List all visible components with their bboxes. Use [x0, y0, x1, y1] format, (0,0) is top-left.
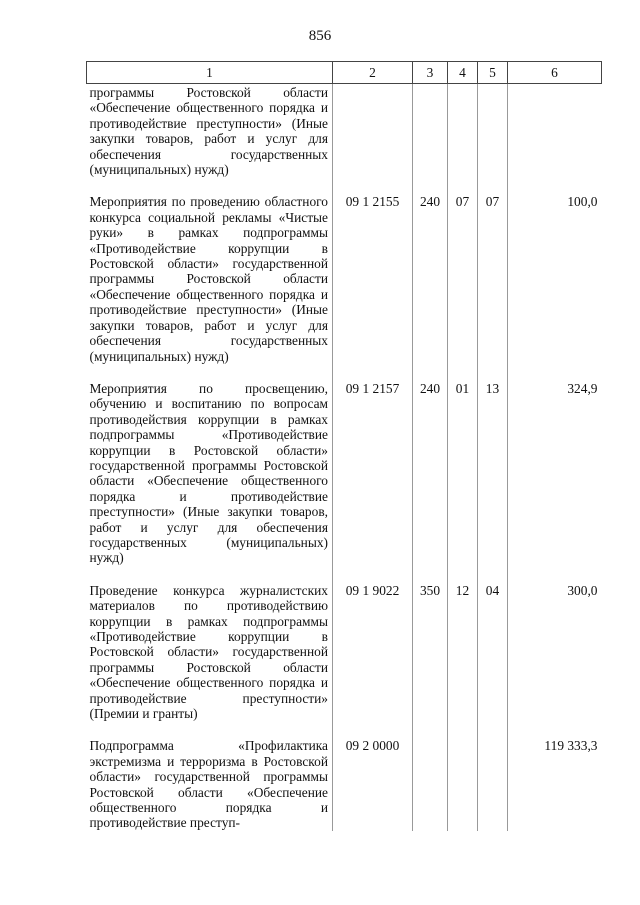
col-header-pr: 5	[478, 62, 508, 84]
col-header-name: 1	[87, 62, 333, 84]
row-rz	[448, 84, 478, 195]
col-header-csr: 2	[333, 62, 413, 84]
row-pr: 04	[478, 583, 508, 739]
row-name: Подпрограмма «Профилактика экстремизма и терроризма в Ростовской области» государственной программы Ростовской области «Обеспечение общественного порядка и противодействие преступ-	[89, 738, 328, 831]
row-vr	[413, 84, 448, 195]
row-rz: 01	[448, 381, 478, 583]
table-row	[87, 194, 602, 380]
page-number: 856	[308, 28, 332, 44]
budget-table	[86, 61, 602, 831]
row-vr: 240	[413, 381, 448, 583]
row-rz: 12	[448, 583, 478, 739]
row-pr	[478, 738, 508, 830]
col-header-rz: 4	[448, 62, 478, 84]
row-name: программы Ростовской области «Обеспечение общественного порядка и противодействие преступности» (Иные закупки товаров, работ и услуг для обеспечения государственных (муниципальных) нужд)	[89, 85, 328, 178]
table-header-row	[87, 62, 602, 84]
row-vr: 350	[413, 583, 448, 739]
row-csr: 09 1 2157	[333, 381, 413, 583]
table-row	[87, 381, 602, 583]
row-sum: 300,0	[508, 583, 602, 739]
row-rz: 07	[448, 194, 478, 380]
row-sum	[508, 84, 602, 195]
row-name: Мероприятия по просвещению, обучению и воспитанию по вопросам противодействия коррупции в рамках подпрограммы «Противодействие коррупции в Ростовской области» государственной программы Ростовской области «Обеспечение общественного порядка и противодействие преступности» (Иные закупки товаров, работ и услуг для обеспечения государственных (муниципальных) нужд)	[89, 380, 328, 566]
table-row	[87, 583, 602, 739]
row-vr	[413, 738, 448, 830]
col-header-sum: 6	[508, 62, 602, 84]
col-header-vr: 3	[413, 62, 448, 84]
row-name: Проведение конкурса журналистских материалов по противодействию коррупции в рамках подпрограммы «Противодействие коррупции в Ростовской области» государственной программы Ростовской области «Обеспечение общественного порядка и противодействие преступности» (Премии и гранты)	[89, 582, 328, 722]
row-csr	[333, 84, 413, 195]
row-pr	[478, 84, 508, 195]
row-csr: 09 2 0000	[333, 738, 413, 830]
row-vr: 240	[413, 194, 448, 380]
table-row	[87, 84, 602, 195]
row-pr: 13	[478, 381, 508, 583]
row-sum: 100,0	[508, 194, 602, 380]
table-row	[87, 738, 602, 830]
row-sum: 324,9	[508, 381, 602, 583]
row-name: Мероприятия по проведению областного конкурса социальной рекламы «Чистые руки» в рамках подпрограммы «Противодействие коррупции в Ростовской области» государственной программы Ростовской области «Обеспечение общественного порядка и противодействие преступности» (Иные закупки товаров, работ и услуг для обеспечения государственных (муниципальных) нужд)	[89, 194, 328, 364]
row-rz	[448, 738, 478, 830]
row-pr: 07	[478, 194, 508, 380]
row-sum: 119 333,3	[508, 738, 602, 830]
row-csr: 09 1 9022	[333, 583, 413, 739]
row-csr: 09 1 2155	[333, 194, 413, 380]
